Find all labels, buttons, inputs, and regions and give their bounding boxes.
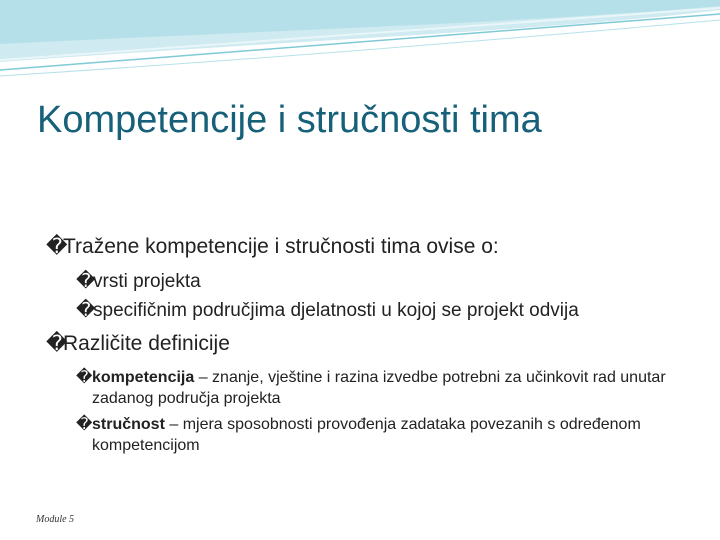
- definition-body: – znanje, vještine i razina izvedbe potrebni za učinkovit rad unutar zadanog područja projekta: [92, 369, 666, 407]
- bullet-glyph-icon: �: [76, 367, 93, 386]
- definition-text: [92, 414, 696, 456]
- bullet-text: Različite definicije: [63, 332, 230, 355]
- bullet-text: specifičnim područjima djelatnosti u kojoj se projekt odvija: [93, 300, 579, 321]
- definition-text: [92, 367, 696, 409]
- bullet-level2: [76, 298, 696, 323]
- definition-term: stručnost: [92, 416, 165, 433]
- bullet-glyph-icon: �: [46, 331, 68, 355]
- bullet-level2: [76, 269, 696, 294]
- bullet-text: vrsti projekta: [93, 271, 201, 292]
- bullet-level1: [46, 329, 696, 358]
- slide-title: Kompetencije i stručnosti tima: [37, 99, 542, 141]
- definition-item: [76, 366, 696, 409]
- definition-body: – mjera sposobnosti provođenja zadataka povezanih s određenom kompetencijom: [92, 416, 641, 454]
- bullet-level1: [46, 232, 696, 261]
- definition-item: [76, 413, 696, 456]
- bullet-glyph-icon: �: [76, 270, 96, 292]
- footer-label: Module 5: [36, 514, 75, 525]
- definition-term: kompetencija: [92, 369, 195, 386]
- header-wave-decoration: [0, 0, 720, 80]
- bullet-glyph-icon: �: [76, 299, 96, 321]
- slide-body: [46, 232, 696, 456]
- bullet-glyph-icon: �: [76, 414, 93, 433]
- bullet-text: Tražene kompetencije i stručnosti tima ovise o:: [63, 235, 499, 258]
- bullet-glyph-icon: �: [46, 234, 68, 258]
